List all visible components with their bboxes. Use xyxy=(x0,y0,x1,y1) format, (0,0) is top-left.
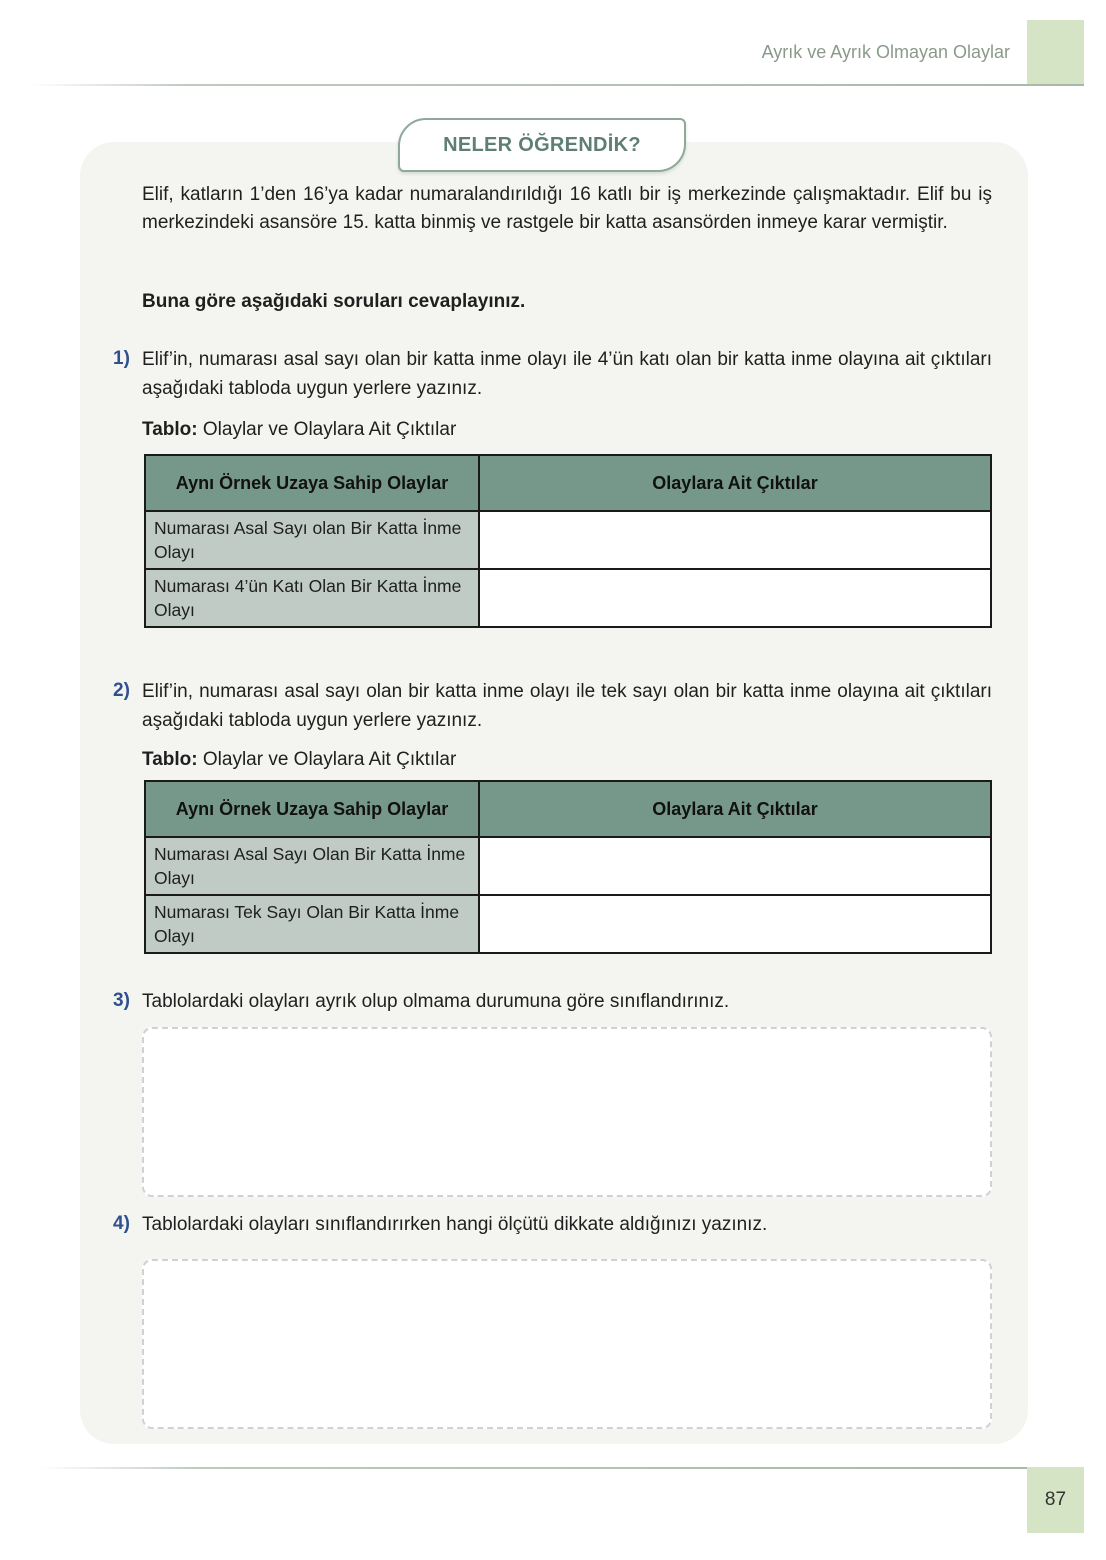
question-2-text: Elif’in, numarası asal sayı olan bir katta inme olayı ile tek sayı olan bir katta inme olayına ait çıktıları aşağıdaki tabloda uygun yerlere yazınız. xyxy=(142,681,992,731)
table-row xyxy=(145,511,991,569)
table-1-caption xyxy=(142,416,456,444)
table-2-event-prime: Numarası Asal Sayı Olan Bir Katta İnme Olayı xyxy=(145,837,479,895)
table-1-event-multiple-of-4: Numarası 4’ün Katı Olan Bir Katta İnme Olayı xyxy=(145,569,479,627)
page-header-title: Ayrık ve Ayrık Olmayan Olaylar xyxy=(761,42,1010,62)
table-1-header-events: Aynı Örnek Uzaya Sahip Olaylar xyxy=(145,455,479,511)
table-2-answer-odd[interactable] xyxy=(479,895,991,953)
table-1-caption-text: Olaylar ve Olaylara Ait Çıktılar xyxy=(197,419,457,440)
table-2-caption-text: Olaylar ve Olaylara Ait Çıktılar xyxy=(197,749,457,770)
table-row xyxy=(145,895,991,953)
footer-divider xyxy=(40,1467,1084,1469)
page-number: 87 xyxy=(1027,1467,1084,1533)
table-2 xyxy=(144,780,992,954)
intro-paragraph: Elif, katların 1’den 16’ya kadar numaralandırıldığı 16 katlı bir iş merkezinde çalışmaktadır. Elif bu iş merkezindeki asansöre 15. katta binmiş ve rastgele bir katta asansörden inmeye karar vermiştir. xyxy=(142,184,992,233)
section-badge: NELER ÖĞRENDİK? xyxy=(398,118,686,172)
table-1 xyxy=(144,454,992,628)
table-2-header-events: Aynı Örnek Uzaya Sahip Olaylar xyxy=(145,781,479,837)
header-divider xyxy=(30,84,1084,86)
table-1-event-prime: Numarası Asal Sayı olan Bir Katta İnme Olayı xyxy=(145,511,479,569)
intro-instruction: Buna göre aşağıdaki soruları cevaplayınız. xyxy=(142,291,526,312)
question-4-text: Tablolardaki olayları sınıflandırırken hangi ölçütü dikkate aldığınızı yazınız. xyxy=(142,1214,768,1235)
table-1-header-outcomes: Olaylara Ait Çıktılar xyxy=(479,455,991,511)
question-1-number: 1) xyxy=(113,348,130,369)
table-2-caption xyxy=(142,746,456,774)
question-2-number: 2) xyxy=(113,680,130,701)
question-1-text: Elif’in, numarası asal sayı olan bir katta inme olayı ile 4’ün katı olan bir katta inme olayına ait çıktıları aşağıdaki tabloda uygun yerlere yazınız. xyxy=(142,349,992,399)
header-color-tab xyxy=(1027,20,1084,86)
question-3-text: Tablolardaki olayları ayrık olup olmama durumuna göre sınıflandırınız. xyxy=(142,991,730,1012)
table-2-event-odd: Numarası Tek Sayı Olan Bir Katta İnme Olayı xyxy=(145,895,479,953)
table-2-header-row xyxy=(145,781,991,837)
table-2-answer-prime[interactable] xyxy=(479,837,991,895)
table-1-caption-label: Tablo: xyxy=(142,419,198,440)
table-2-header-outcomes: Olaylara Ait Çıktılar xyxy=(479,781,991,837)
table-2-caption-label: Tablo: xyxy=(142,749,198,770)
question-3-answer-box[interactable] xyxy=(142,1027,992,1197)
question-4-answer-box[interactable] xyxy=(142,1259,992,1429)
question-3-number: 3) xyxy=(113,990,130,1011)
table-1-answer-multiple-of-4[interactable] xyxy=(479,569,991,627)
table-row xyxy=(145,569,991,627)
table-1-answer-prime[interactable] xyxy=(479,511,991,569)
question-4-number: 4) xyxy=(113,1213,130,1234)
table-row xyxy=(145,837,991,895)
table-1-header-row xyxy=(145,455,991,511)
